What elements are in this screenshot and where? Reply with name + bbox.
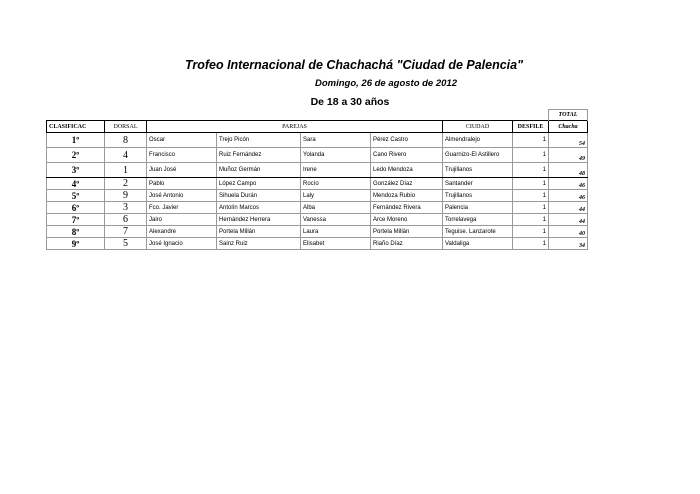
partner1-name-cell: Oscar (147, 133, 217, 148)
total-cell: 34 (549, 238, 588, 250)
dorsal-cell: 4 (105, 148, 147, 163)
total-label: TOTAL (549, 110, 588, 121)
city-cell: Torrelavega (443, 214, 513, 226)
table-row (47, 163, 588, 178)
header-clasificacion: CLASIFICAC (47, 121, 105, 133)
total-cell: 49 (549, 148, 588, 163)
desfile-cell: 1 (513, 163, 549, 178)
table-row (47, 238, 588, 250)
age-category: De 18 a 30 años (310, 96, 390, 108)
city-cell: Guarnizo-El Astillero (443, 148, 513, 163)
partner1-surname-cell: Ruiz Fernández (217, 148, 301, 163)
desfile-cell: 1 (513, 178, 549, 190)
position-cell: 1º (47, 133, 105, 148)
partner1-surname-cell: Hernández Herrera (217, 214, 301, 226)
position-cell: 3º (47, 163, 105, 178)
partner1-surname-cell: Muñoz Germán (217, 163, 301, 178)
partner2-surname-cell: Portela Millán (371, 226, 443, 238)
partner1-name-cell: Juan José (147, 163, 217, 178)
position-cell: 8º (47, 226, 105, 238)
position-cell: 9º (47, 238, 105, 250)
partner1-surname-cell: López Campo (217, 178, 301, 190)
header-ciudad: CIUDAD (443, 121, 513, 133)
desfile-cell: 1 (513, 202, 549, 214)
partner2-surname-cell: González Díaz (371, 178, 443, 190)
city-cell: Trujillanos (443, 163, 513, 178)
document-title: Trofeo Internacional de Chachachá "Ciudad de Palencia" (184, 58, 524, 72)
partner2-name-cell: Sara (301, 133, 371, 148)
header-parejas: PAREJAS (147, 121, 443, 133)
partner2-name-cell: Elisabet (301, 238, 371, 250)
header-dorsal: DORSAL (105, 121, 147, 133)
dorsal-cell: 2 (105, 178, 147, 190)
header-desfile: DESFILE (513, 121, 549, 133)
position-cell: 4º (47, 178, 105, 190)
desfile-cell: 1 (513, 148, 549, 163)
total-cell: 54 (549, 133, 588, 148)
partner2-name-cell: Irene (301, 163, 371, 178)
position-cell: 6º (47, 202, 105, 214)
desfile-cell: 1 (513, 190, 549, 202)
total-cell: 46 (549, 178, 588, 190)
partner2-surname-cell: Pérez Castro (371, 133, 443, 148)
partner1-name-cell: José Antonio (147, 190, 217, 202)
event-date: Domingo, 26 de agosto de 2012 (314, 78, 457, 89)
table-row (47, 202, 588, 214)
table-row (47, 214, 588, 226)
column-header-row (47, 121, 588, 133)
partner2-surname-cell: Cano Rivero (371, 148, 443, 163)
dorsal-cell: 1 (105, 163, 147, 178)
city-cell: Trujillanos (443, 190, 513, 202)
partner2-name-cell: Laura (301, 226, 371, 238)
desfile-cell: 1 (513, 214, 549, 226)
position-cell: 7º (47, 214, 105, 226)
dorsal-cell: 7 (105, 226, 147, 238)
desfile-cell: 1 (513, 238, 549, 250)
city-cell: Teguise. Lanzarote (443, 226, 513, 238)
partner2-name-cell: Rocío (301, 178, 371, 190)
partner1-surname-cell: Trejo Picón (217, 133, 301, 148)
partner2-name-cell: Vanessa (301, 214, 371, 226)
dorsal-cell: 3 (105, 202, 147, 214)
table-row (47, 226, 588, 238)
partner2-surname-cell: Arce Moreno (371, 214, 443, 226)
partner2-surname-cell: Fernández Rivera (371, 202, 443, 214)
partner1-surname-cell: Sainz Ruiz (217, 238, 301, 250)
partner2-surname-cell: Riaño Díaz (371, 238, 443, 250)
city-cell: Palencia (443, 202, 513, 214)
table-row (47, 133, 588, 148)
partner1-name-cell: Pablo (147, 178, 217, 190)
total-cell: 44 (549, 214, 588, 226)
partner1-name-cell: Jairo (147, 214, 217, 226)
position-cell: 2º (47, 148, 105, 163)
partner2-name-cell: Yolanda (301, 148, 371, 163)
partner1-name-cell: Fco. Javier (147, 202, 217, 214)
total-cell: 46 (549, 190, 588, 202)
results-table (46, 109, 588, 250)
dorsal-cell: 9 (105, 190, 147, 202)
total-cell: 44 (549, 202, 588, 214)
partner2-name-cell: Laly (301, 190, 371, 202)
partner2-surname-cell: Ledo Mendoza (371, 163, 443, 178)
header-chacha: Chacha (549, 121, 588, 133)
table-row (47, 178, 588, 190)
partner1-name-cell: Alexandre (147, 226, 217, 238)
total-header-row (47, 110, 588, 121)
partner2-name-cell: Alba (301, 202, 371, 214)
city-cell: Valdaliga (443, 238, 513, 250)
total-cell: 40 (549, 226, 588, 238)
dorsal-cell: 6 (105, 214, 147, 226)
partner1-surname-cell: Antolín Marcos (217, 202, 301, 214)
position-cell: 5º (47, 190, 105, 202)
dorsal-cell: 5 (105, 238, 147, 250)
city-cell: Santander (443, 178, 513, 190)
city-cell: Almendralejo (443, 133, 513, 148)
partner1-surname-cell: Portela Millán (217, 226, 301, 238)
partner1-name-cell: Francisco (147, 148, 217, 163)
desfile-cell: 1 (513, 226, 549, 238)
dorsal-cell: 8 (105, 133, 147, 148)
desfile-cell: 1 (513, 133, 549, 148)
table-row (47, 148, 588, 163)
partner1-name-cell: José Ignacio (147, 238, 217, 250)
total-cell: 48 (549, 163, 588, 178)
partner2-surname-cell: Mendoza Rubio (371, 190, 443, 202)
table-row (47, 190, 588, 202)
results-rows (47, 133, 588, 250)
partner1-surname-cell: Sihuela Durán (217, 190, 301, 202)
